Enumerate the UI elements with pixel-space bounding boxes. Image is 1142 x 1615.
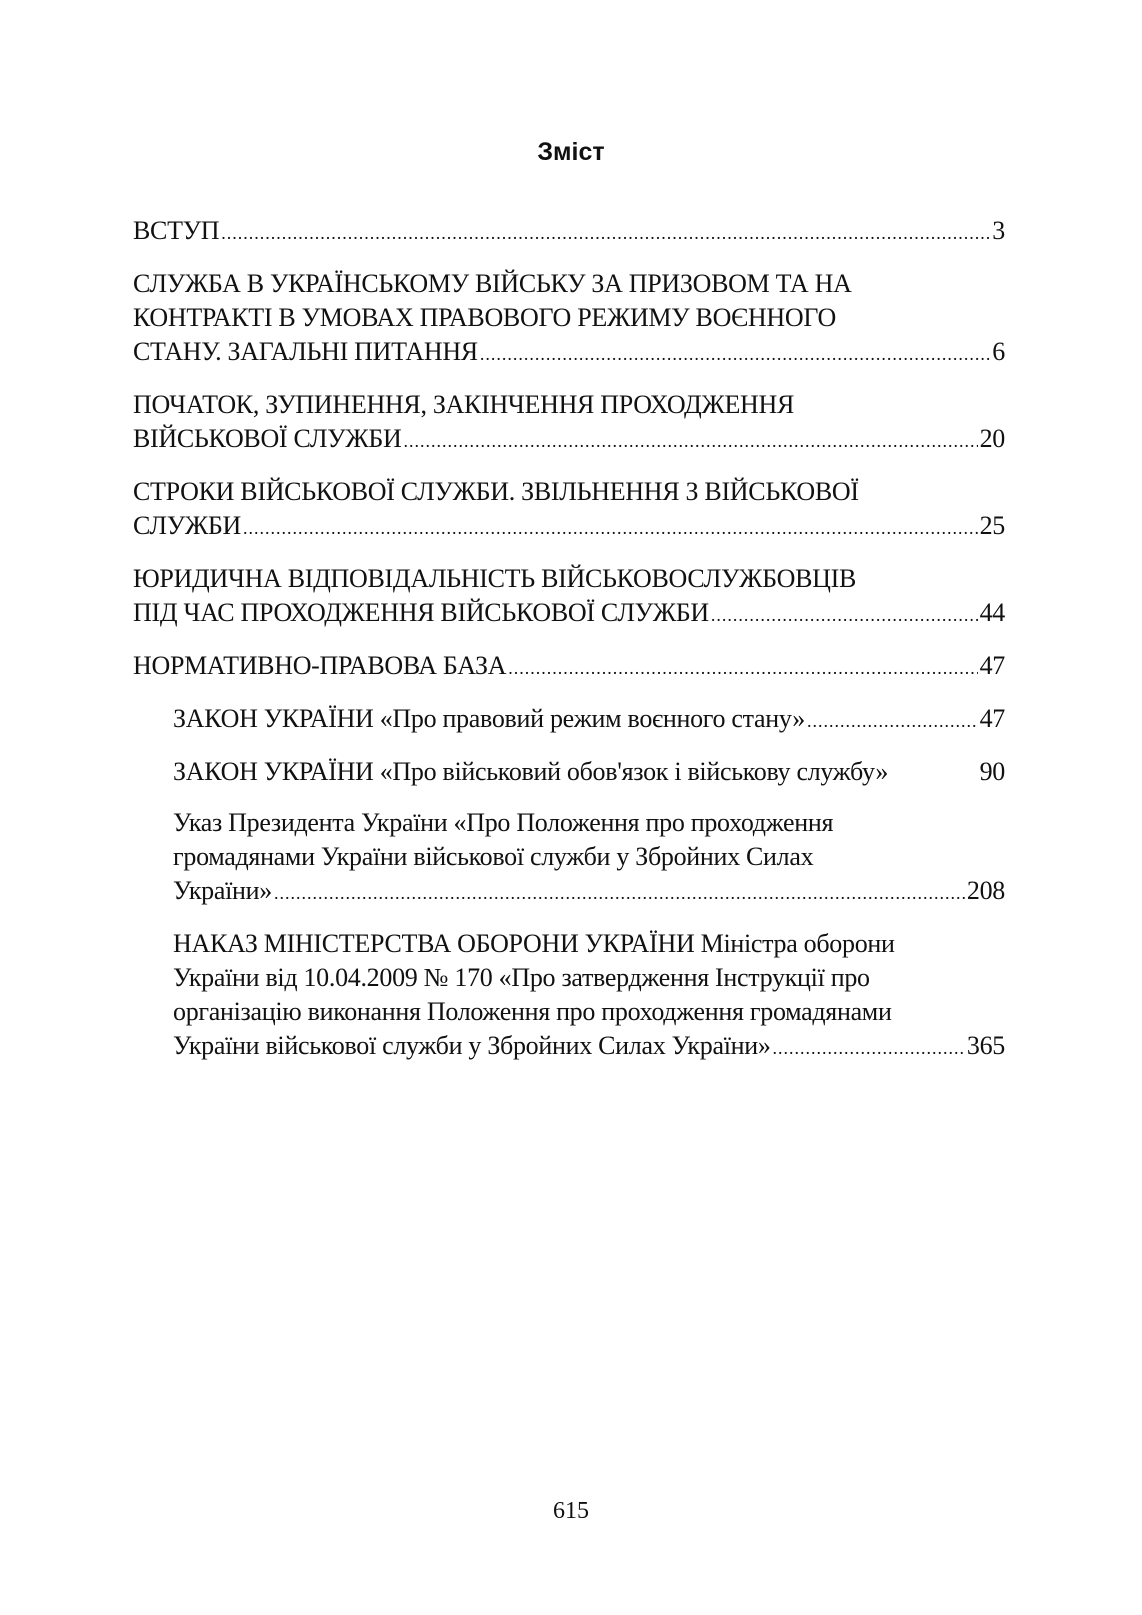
table-of-contents (133, 214, 1005, 1082)
toc-entry-title: ПІД ЧАС ПРОХОДЖЕННЯ ВІЙСЬКОВОЇ СЛУЖБИ (133, 598, 709, 627)
toc-entry-title: ЗАКОН УКРАЇНИ «Про правовий режим воєнного стану» (173, 704, 805, 733)
toc-entry-line (173, 1029, 1005, 1065)
toc-entry-title-line: ПОЧАТОК, ЗУПИНЕННЯ, ЗАКІНЧЕННЯ ПРОХОДЖЕННЯ (133, 390, 795, 419)
toc-entry-service-start-end[interactable] (133, 388, 1005, 458)
toc-subentry-military-duty-act[interactable] (173, 755, 1005, 789)
toc-entry-title-line: громадянами України військової служби у Збройних Силах (173, 842, 814, 871)
toc-entry-page: 44 (979, 598, 1005, 627)
toc-entry-page: 90 (979, 757, 1005, 786)
toc-entry-intro[interactable] (133, 214, 1005, 250)
toc-entry-title-line: Указ Президента України «Про Положення про проходження (173, 808, 834, 837)
toc-entry-title: ВІЙСЬКОВОЇ СЛУЖБИ (133, 424, 402, 453)
page-title: Зміст (537, 138, 605, 166)
dot-leader (508, 651, 977, 685)
toc-entry-page: 20 (979, 424, 1005, 453)
toc-entry-title-line: СТРОКИ ВІЙСЬКОВОЇ СЛУЖБИ. ЗВІЛЬНЕННЯ З ВІЙСЬКОВОЇ (133, 477, 859, 506)
toc-entry-title-line: ЮРИДИЧНА ВІДПОВІДАЛЬНІСТЬ ВІЙСЬКОВОСЛУЖБОВЦІВ (133, 564, 857, 593)
toc-entry-line (173, 874, 1005, 910)
toc-subentry-presidential-decree[interactable] (173, 806, 1005, 910)
toc-entry-legal-liability[interactable] (133, 562, 1005, 632)
toc-entry-title: СТАНУ. ЗАГАЛЬНІ ПИТАННЯ (133, 337, 478, 366)
toc-entry-title: СЛУЖБИ (133, 511, 241, 540)
toc-entry-title: ЗАКОН УКРАЇНИ «Про військовий обов'язок і військову службу» (173, 757, 889, 786)
dot-leader (480, 337, 990, 371)
toc-entry-service-terms-discharge[interactable] (133, 475, 1005, 545)
toc-entry-title-line: СЛУЖБА В УКРАЇНСЬКОМУ ВІЙСЬКУ ЗА ПРИЗОВОМ ТА НА (133, 269, 852, 298)
toc-entry-page: 47 (979, 651, 1005, 680)
toc-entry-line (173, 702, 1005, 738)
dot-leader (403, 424, 977, 458)
dot-leader (773, 1031, 965, 1065)
toc-entry-line (173, 755, 1005, 789)
toc-entry-page: 365 (966, 1031, 1005, 1060)
toc-entry-page: 208 (966, 876, 1005, 905)
toc-subentry-defense-ministry-order[interactable] (173, 927, 1005, 1065)
toc-entry-service-conscription-contract[interactable] (133, 267, 1005, 371)
toc-entry-title: України» (173, 876, 272, 905)
toc-entry-line (133, 214, 1005, 250)
toc-entry-title-line: КОНТРАКТІ В УМОВАХ ПРАВОВОГО РЕЖИМУ ВОЄННОГО (133, 303, 836, 332)
toc-entry-line (133, 649, 1005, 685)
toc-entry-line (133, 422, 1005, 458)
toc-entry-legal-framework[interactable] (133, 649, 1005, 685)
dot-leader (221, 216, 990, 250)
dot-leader (807, 704, 978, 738)
toc-entry-line (133, 509, 1005, 545)
toc-entry-line (133, 596, 1005, 632)
toc-entry-title-line: НАКАЗ МІНІСТЕРСТВА ОБОРОНИ УКРАЇНИ Міністра оборони (173, 929, 895, 958)
toc-subentry-martial-law-act[interactable] (173, 702, 1005, 738)
toc-entry-page: 6 (992, 337, 1005, 366)
toc-entry-title: ВСТУП (133, 216, 220, 245)
toc-entry-title-line: організацію виконання Положення про проходження громадянами (173, 997, 892, 1026)
toc-entry-page: 25 (979, 511, 1005, 540)
toc-entry-page: 47 (979, 704, 1005, 733)
toc-entry-page: 3 (992, 216, 1005, 245)
page-number: 615 (553, 1498, 589, 1524)
toc-entry-title: НОРМАТИВНО-ПРАВОВА БАЗА (133, 651, 507, 680)
dot-leader (243, 511, 978, 545)
dot-leader (711, 598, 978, 632)
toc-entry-title-line: України від 10.04.2009 № 170 «Про затвердження Інструкції про (173, 963, 870, 992)
dot-leader (274, 876, 965, 910)
toc-entry-title: України військової служби у Збройних Силах України» (173, 1031, 771, 1060)
toc-entry-line (133, 335, 1005, 371)
